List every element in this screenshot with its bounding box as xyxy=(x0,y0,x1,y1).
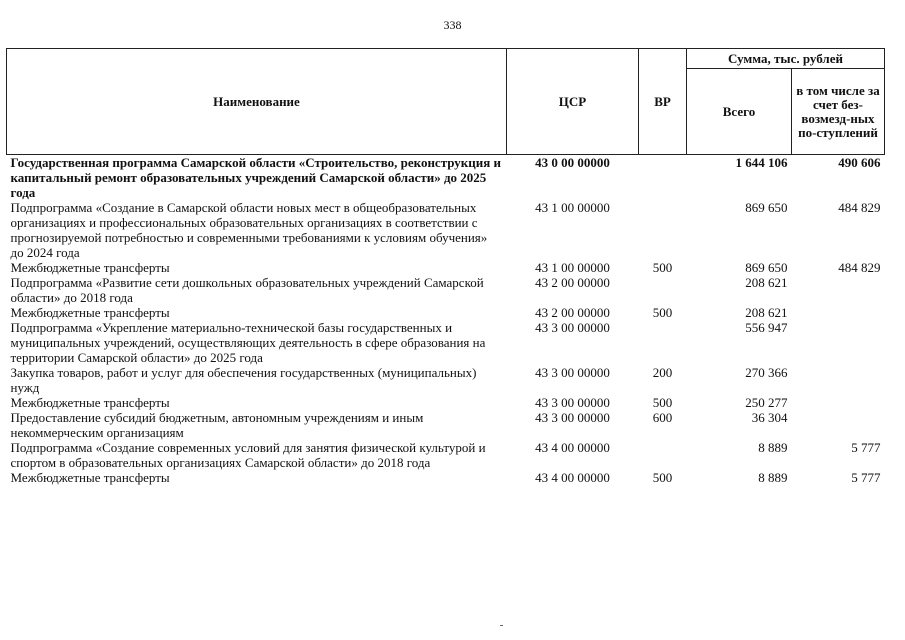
row-vr: 500 xyxy=(652,305,673,320)
row-total: 36 304 xyxy=(751,410,788,425)
row-csr: 43 3 00 00000 xyxy=(535,395,610,410)
row-extra xyxy=(792,320,885,365)
row-extra xyxy=(792,275,885,305)
table-row xyxy=(7,260,885,275)
row-extra: 484 829 xyxy=(838,200,881,215)
table-row xyxy=(7,365,885,395)
row-total: 1 644 106 xyxy=(735,155,788,170)
row-name: Подпрограмма «Создание в Самарской области новых мест в общеобразовательных организациях и профессиональных образовательных организациях в соответствии с прогнозируемой потребностью и современными требованиями к условиям обучения» до 2024 года xyxy=(10,200,488,260)
row-vr: 600 xyxy=(652,410,673,425)
row-total: 208 621 xyxy=(745,305,788,320)
row-total: 556 947 xyxy=(745,320,788,335)
row-vr xyxy=(639,155,687,201)
row-extra xyxy=(792,365,885,395)
row-csr: 43 2 00 00000 xyxy=(535,305,610,320)
table-header xyxy=(7,49,885,155)
row-csr: 43 4 00 00000 xyxy=(535,470,610,485)
row-extra xyxy=(792,305,885,320)
row-vr xyxy=(639,440,687,470)
table-row xyxy=(7,275,885,305)
budget-table xyxy=(6,48,885,485)
row-name: Подпрограмма «Укрепление материально-технической базы государственных и муниципальных учреждений, осуществляющих деятельность в сфере образования на территории Самарской области» до 2025 года xyxy=(10,320,486,365)
table-row xyxy=(7,395,885,410)
table-row xyxy=(7,470,885,485)
row-csr: 43 2 00 00000 xyxy=(535,275,610,290)
row-csr: 43 1 00 00000 xyxy=(535,200,610,215)
row-extra: 5 777 xyxy=(851,470,881,485)
row-total: 869 650 xyxy=(745,260,788,275)
row-total: 250 277 xyxy=(745,395,788,410)
row-csr: 43 3 00 00000 xyxy=(535,320,610,335)
row-name: Межбюджетные трансферты xyxy=(10,395,170,410)
table-row xyxy=(7,320,885,365)
header-vr: ВР xyxy=(639,49,687,155)
row-vr xyxy=(639,320,687,365)
table-row xyxy=(7,305,885,320)
row-vr: 500 xyxy=(652,395,673,410)
row-name: Межбюджетные трансферты xyxy=(10,260,170,275)
row-vr: 500 xyxy=(652,260,673,275)
header-sum: Сумма, тыс. рублей xyxy=(687,49,885,69)
header-extra: в том числе за счет без-возмезд-ных по-ступлений xyxy=(792,69,885,155)
row-csr: 43 1 00 00000 xyxy=(535,260,610,275)
header-total: Всего xyxy=(687,69,792,155)
row-extra xyxy=(792,395,885,410)
table-row xyxy=(7,200,885,260)
row-name: Межбюджетные трансферты xyxy=(10,470,170,485)
row-name: Государственная программа Самарской области «Строительство, реконструкция и капитальный ремонт образовательных учреждений Самарской области» до 2025 года xyxy=(10,155,502,200)
row-csr: 43 0 00 00000 xyxy=(535,155,610,170)
table-row xyxy=(7,155,885,201)
row-vr: 200 xyxy=(652,365,673,380)
row-vr xyxy=(639,200,687,260)
row-csr: 43 4 00 00000 xyxy=(535,440,610,455)
row-name: Подпрограмма «Создание современных условий для занятия физической культурой и спортом в образовательных организациях Самарской области» до 2018 года xyxy=(10,440,486,470)
row-name: Предоставление субсидий бюджетным, автономным учреждениям и иным некоммерческим организациям xyxy=(10,410,424,440)
header-csr: ЦСР xyxy=(507,49,639,155)
table-row xyxy=(7,410,885,440)
table-row xyxy=(7,440,885,470)
row-vr: 500 xyxy=(652,470,673,485)
page-number: 338 xyxy=(443,18,462,32)
scan-mark xyxy=(500,625,503,626)
row-total: 869 650 xyxy=(745,200,788,215)
row-name: Подпрограмма «Развитие сети дошкольных образовательных учреждений Самарской области» до 2018 года xyxy=(10,275,484,305)
row-name: Закупка товаров, работ и услуг для обеспечения государственных (муниципальных) нужд xyxy=(10,365,477,395)
row-csr: 43 3 00 00000 xyxy=(535,365,610,380)
row-csr: 43 3 00 00000 xyxy=(535,410,610,425)
row-name: Межбюджетные трансферты xyxy=(10,305,170,320)
row-extra: 5 777 xyxy=(851,440,881,455)
row-extra: 490 606 xyxy=(838,155,881,170)
row-total: 8 889 xyxy=(758,470,788,485)
row-total: 208 621 xyxy=(745,275,788,290)
table-body xyxy=(7,155,885,486)
row-total: 270 366 xyxy=(745,365,788,380)
row-extra xyxy=(792,410,885,440)
row-extra: 484 829 xyxy=(838,260,881,275)
header-name: Наименование xyxy=(7,49,507,155)
row-vr xyxy=(639,275,687,305)
row-total: 8 889 xyxy=(758,440,788,455)
